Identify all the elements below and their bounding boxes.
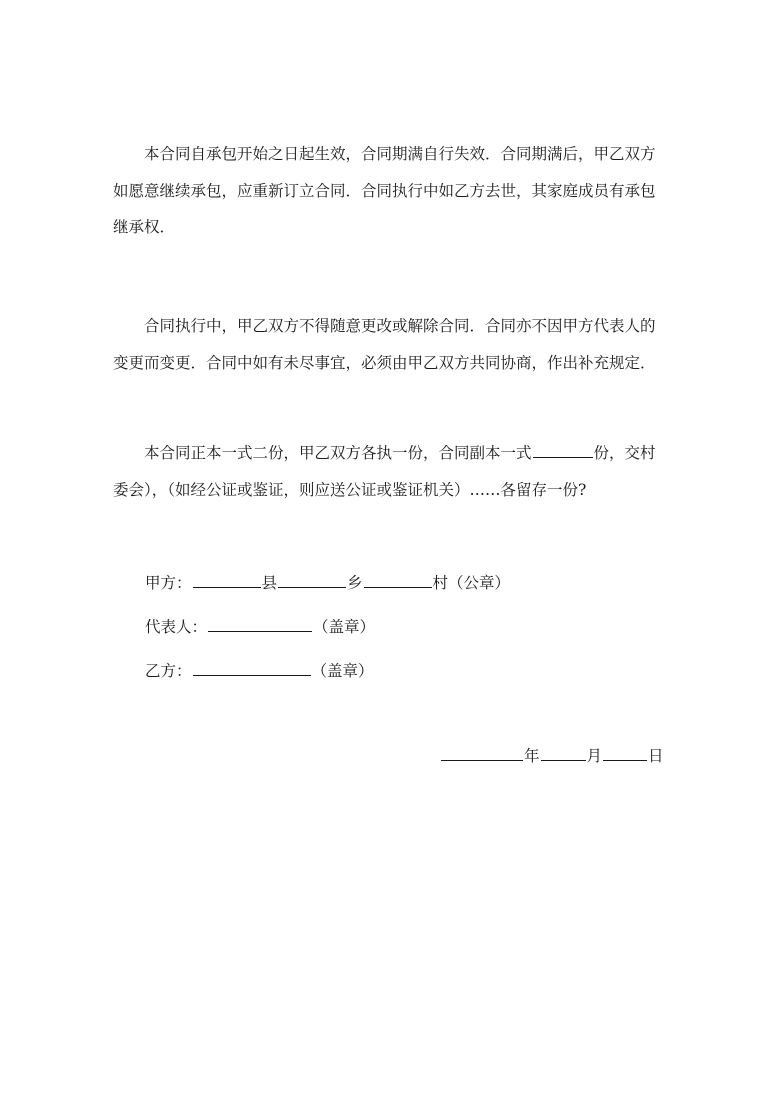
party-a-line bbox=[145, 572, 510, 594]
paragraph-effective-term: 本合同自承包开始之日起生效，合同期满自行失效．合同期满后，甲乙双方如愿意继续承包，应重新订立合同．合同执行中如乙方去世，其家庭成员有承包继承权． bbox=[113, 145, 656, 236]
party-a-label: 甲方： bbox=[145, 574, 192, 592]
village-blank[interactable] bbox=[364, 573, 432, 588]
party-b-label: 乙方： bbox=[145, 662, 192, 680]
township-blank[interactable] bbox=[278, 573, 346, 588]
year-blank[interactable] bbox=[441, 746, 523, 761]
representative-line bbox=[145, 616, 375, 638]
day-blank[interactable] bbox=[603, 746, 647, 761]
township-label: 乡 bbox=[347, 574, 363, 592]
representative-seal-label: （盖章） bbox=[313, 618, 376, 636]
paragraph-copies bbox=[113, 435, 661, 508]
year-label: 年 bbox=[524, 747, 540, 765]
party-b-seal-label: （盖章） bbox=[311, 662, 374, 680]
copies-count-blank[interactable] bbox=[533, 443, 593, 458]
county-blank[interactable] bbox=[193, 573, 261, 588]
day-label: 日 bbox=[648, 747, 664, 765]
representative-label: 代表人： bbox=[145, 618, 208, 636]
month-label: 月 bbox=[586, 747, 603, 765]
month-blank[interactable] bbox=[541, 746, 586, 761]
county-label: 县 bbox=[261, 574, 278, 592]
copies-text-before: 本合同正本一式二份，甲乙双方各执一份，合同副本一式 bbox=[144, 444, 532, 462]
representative-blank[interactable] bbox=[208, 617, 312, 632]
party-b-blank[interactable] bbox=[193, 661, 311, 676]
date-line bbox=[440, 745, 664, 767]
party-b-line bbox=[145, 660, 374, 682]
village-seal-label: 村（公章） bbox=[432, 574, 511, 592]
copies-text-after: 份，交村委会），（如经公证或鉴证，则应送公证或鉴证机关）……各留存一份? bbox=[113, 444, 656, 499]
paragraph-amendment: 合同执行中，甲乙双方不得随意更改或解除合同．合同亦不因甲方代表人的变更而变更．合同中如有未尽事宜，必须由甲乙双方共同协商，作出补充规定． bbox=[113, 317, 656, 372]
